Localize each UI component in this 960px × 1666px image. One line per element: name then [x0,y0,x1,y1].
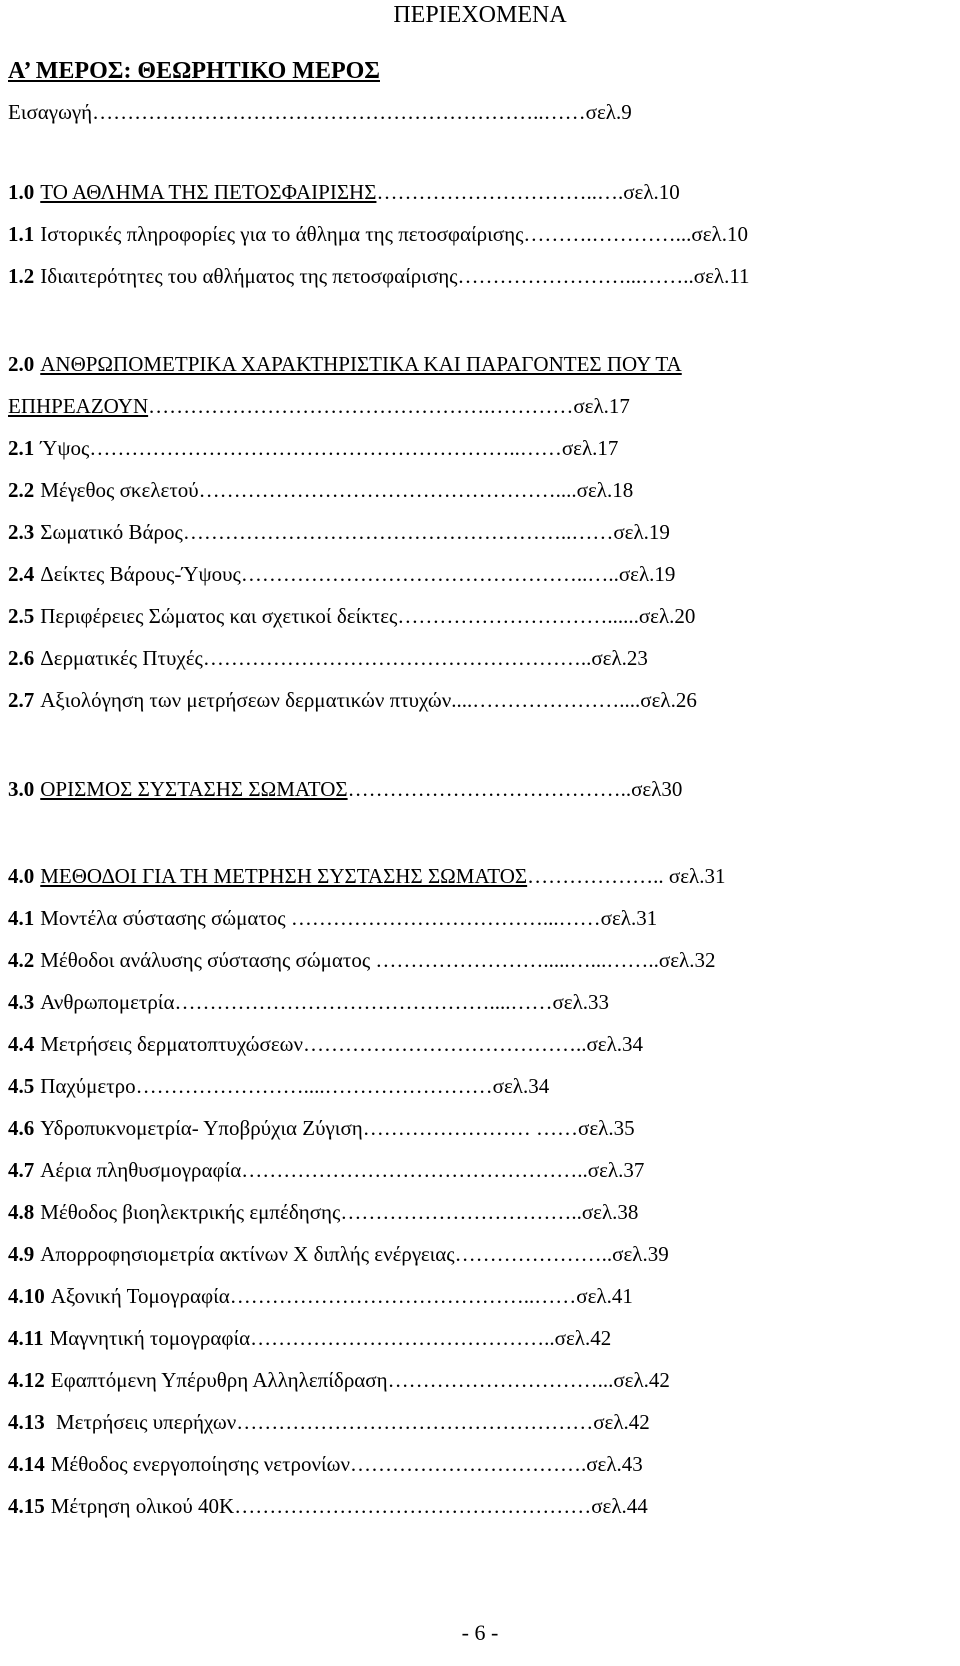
page-number: - 6 - [461,1620,499,1645]
toc-entry-title: ΤΟ ΑΘΛΗΜΑ ΤΗΣ ΠΕΤΟΣΦΑΙΡΙΣΗΣ [40,180,377,204]
toc-entry [8,1450,950,1478]
toc-entry-leader: …………………………………….. [250,1326,555,1350]
toc-entry [8,1324,950,1352]
toc-entry-leader: ……………….. [527,864,669,888]
toc-entry-number: 2.1 [8,436,35,460]
toc-entry-page: σελ.44 [591,1494,648,1518]
toc-entry-title: Μετρήσεις υπερήχων [50,1410,237,1434]
toc-entry-leader: …………………………... [387,1368,614,1392]
toc-entry [8,946,950,974]
toc-entry-leader: …………………………………………… [236,1410,594,1434]
toc-entry-leader: ………………………………………………………..…… [92,100,586,124]
toc-entry-page: σελ.31 [668,864,726,888]
toc-entry-leader: ……………………...…….. [457,264,694,288]
toc-entry-page: σελ.37 [587,1158,645,1182]
toc-entry-page: σελ.31 [600,906,658,930]
toc-entry [8,1114,950,1142]
toc-entry-page: σελ.33 [552,990,610,1014]
toc-entry [8,178,950,206]
toc-entry [8,1072,950,1100]
toc-entry-page: σελ.19 [618,562,676,586]
toc-entry [8,1240,950,1268]
toc-entry [8,775,950,803]
toc-entry-title: Αέρια πληθυσμογραφία [40,1158,242,1182]
toc-entry-title: Ανθρωπομετρία [40,990,175,1014]
toc-entry [8,262,950,290]
toc-entry-number: 4.13 [8,1410,45,1434]
toc-entry [8,350,950,378]
toc-entry-page: σελ.17 [561,436,619,460]
toc-entry-page: σελ.20 [638,604,696,628]
toc-entry-leader: ……………………………………..…… [229,1284,577,1308]
toc-entry-title: Μέθοδος ενεργοποίησης νετρονίων [50,1452,350,1476]
toc-entry-number: 4.7 [8,1158,35,1182]
toc-entry-leader: …………………………….. [340,1200,582,1224]
toc-entry [8,1366,950,1394]
toc-entry [8,98,950,126]
toc-entry-number: 4.5 [8,1074,35,1098]
toc-entry-page: σελ.10 [691,222,748,246]
toc-entry-page: σελ.41 [576,1284,633,1308]
toc-entry-page: σελ.35 [578,1116,635,1140]
toc-entry-leader: ....………………….... [451,688,641,712]
toc-entry-title: Εφαπτόμενη Υπέρυθρη Αλληλεπίδραση [50,1368,388,1392]
toc-entry-number: 4.8 [8,1200,35,1224]
toc-entry [8,434,950,462]
toc-entry [8,1282,950,1310]
toc-entry-number: 4.12 [8,1368,45,1392]
toc-entry-number: 4.9 [8,1242,35,1266]
toc-entry-leader: …………………………..… [376,180,618,204]
toc-entry-leader: ……………………………………………….. [202,646,592,670]
toc-entry-leader: ………………………………...…… [285,906,601,930]
toc-entry-number: 2.2 [8,478,35,502]
toc-entry-number: 1.1 [8,222,35,246]
toc-entry-leader: ………………………………….. [347,777,632,801]
toc-entry-number: 4.1 [8,906,35,930]
toc-entry [8,560,950,588]
toc-entry-title: ΕΠΗΡΕΑΖΟΥΝ [8,394,149,418]
toc-entry-leader: …………………………………………….... [198,478,577,502]
toc-entry-title: Δείκτες Βάρους-Ύψους [40,562,241,586]
toc-entry [8,1492,950,1520]
toc-entry-number: 4.4 [8,1032,35,1056]
toc-entry [8,392,950,420]
toc-entry-title: Απορροφησιομετρία ακτίνων Χ διπλής ενέργειας [40,1242,455,1266]
toc-entry-leader: …………………………………………… [234,1494,592,1518]
toc-entry-title: Ύψος [40,436,90,460]
toc-entry-number: 2.6 [8,646,35,670]
toc-entry-leader: …………………………...... [397,604,639,628]
toc-entry-page: σελ.34 [586,1032,644,1056]
page-title: ΠΕΡΙΕΧΟΜΕΝΑ [393,2,567,28]
toc-entry-leader: ………………………………………….………… [148,394,574,418]
toc-entry-page: σελ.32 [658,948,716,972]
toc-entry-number: 4.2 [8,948,35,972]
toc-entry-page: .σελ.10 [617,180,680,204]
toc-entry-title: ΑΝΘΡΩΠΟΜΕΤΡΙΚΑ ΧΑΡΑΚΤΗΡΙΣΤΙΚΑ ΚΑΙ ΠΑΡΑΓΟΝΤΕΣ ΠΟΥ ΤΑ [40,352,682,376]
toc-entry-page: σελ.38 [581,1200,639,1224]
toc-entry-number: 4.11 [8,1326,44,1350]
toc-entry [8,904,950,932]
toc-entry-title: Δερματικές Πτυχές [40,646,203,670]
toc-entry-leader: …………………… …… [362,1116,578,1140]
toc-entry-page: σελ.19 [613,520,670,544]
toc-entry [8,476,950,504]
toc-entry-number: 1.2 [8,264,35,288]
toc-entry-title: Σωματικό Βάρος [40,520,183,544]
toc-entry-number: 2.0 [8,352,35,376]
toc-entry-leader: ……………………………. [349,1452,587,1476]
toc-entry-title: Μαγνητική τομογραφία [49,1326,251,1350]
toc-entry-title: Παχύμετρο [40,1074,136,1098]
toc-entry [8,686,950,714]
toc-entry-leader: ………………………………………….. [241,1158,588,1182]
toc-entry-number: 2.3 [8,520,35,544]
toc-entry-number: 4.14 [8,1452,45,1476]
toc-entry-leader: ………………….. [454,1242,613,1266]
toc-entry-page: σελ.43 [586,1452,643,1476]
toc-entry-title: Περιφέρειες Σώματος και σχετικοί δείκτες [40,604,398,628]
toc-entry-number: 4.10 [8,1284,45,1308]
toc-entry-leader: ……….…………... [523,222,692,246]
toc-entry-page: σελ.42 [554,1326,612,1350]
toc-entry [8,862,950,890]
toc-entry-number: 4.3 [8,990,35,1014]
toc-entry-title: ΟΡΙΣΜΟΣ ΣΥΣΤΑΣΗΣ ΣΩΜΑΤΟΣ [40,777,348,801]
toc-entry-page: σελ.34 [492,1074,550,1098]
toc-entry-number: 2.5 [8,604,35,628]
toc-entry-page: σελ.42 [613,1368,670,1392]
toc-entry-title: Μέτρηση ολικού 40Κ [50,1494,235,1518]
toc-entry-leader: …………………………………………..….. [240,562,619,586]
toc-entry-page: σελ.26 [640,688,697,712]
toc-entry-number: 4.6 [8,1116,35,1140]
toc-entry-number: 3.0 [8,777,35,801]
toc-entry-title: Ιστορικές πληροφορίες για το άθλημα της πετοσφαίρισης [40,222,524,246]
toc-entry [8,518,950,546]
toc-entry-page: σελ.11 [693,264,750,288]
toc-entry-number: 4.0 [8,864,35,888]
toc-entry-page: σελ.18 [576,478,634,502]
toc-entry-title: Υδροπυκνομετρία- Υποβρύχια Ζύγιση [40,1116,363,1140]
toc-entry-title: Αξιολόγηση των μετρήσεων δερματικών πτυχών [40,688,452,712]
toc-entry-title: Αξονική Τομογραφία [50,1284,230,1308]
toc-entry-page: σελ.17 [573,394,630,418]
toc-entry-leader: ………………………………………....…… [174,990,553,1014]
toc-entry-title: Ιδιαιτερότητες του αθλήματος της πετοσφαίρισης [40,264,458,288]
toc-entry [8,1408,950,1436]
toc-entry-leader: ………………………………….. [302,1032,587,1056]
toc-entry-title: Μοντέλα σύστασης σώματος [40,906,286,930]
toc-entry-title: Μέθοδοι ανάλυσης σύστασης σώματος [40,948,371,972]
toc-entry-page: σελ.9 [585,100,632,124]
toc-entry-leader: ………………………………………………..…… [182,520,614,544]
toc-entry-page: σελ.23 [591,646,648,670]
toc-entry-page: σελ.42 [593,1410,650,1434]
toc-entry-title: ΜΕΘΟΔΟΙ ΓΙΑ ΤΗ ΜΕΤΡΗΣΗ ΣΥΣΤΑΣΗΣ ΣΩΜΑΤΟΣ [40,864,528,888]
toc-entry-number: 2.4 [8,562,35,586]
toc-entry-title: Μέθοδος βιοηλεκτρικής εμπέδησης [40,1200,341,1224]
toc-entry [8,644,950,672]
toc-entry-leader: ……………………………………………………..…… [89,436,562,460]
toc-entry-number: 2.7 [8,688,35,712]
toc-entry-leader: ……………………....…………………… [135,1074,493,1098]
toc-entry-title: Εισαγωγή [8,100,93,124]
toc-entry [8,988,950,1016]
part-heading: Α’ ΜΕΡΟΣ: ΘΕΩΡΗΤΙΚΟ ΜΕΡΟΣ [8,58,380,84]
toc-entry-title: Μετρήσεις δερματοπτυχώσεων [40,1032,303,1056]
toc-entry-leader: …………………….....…...…….. [370,948,659,972]
toc-entry-page: σελ30 [631,777,683,801]
toc-entry-number: 1.0 [8,180,35,204]
toc-entry-number: 4.15 [8,1494,45,1518]
toc-entry [8,1156,950,1184]
toc-entry-page: σελ.39 [612,1242,669,1266]
toc-entry [8,1030,950,1058]
toc-entry-title: Μέγεθος σκελετού [40,478,199,502]
toc-entry [8,1198,950,1226]
toc-entry [8,220,950,248]
toc-entry [8,602,950,630]
